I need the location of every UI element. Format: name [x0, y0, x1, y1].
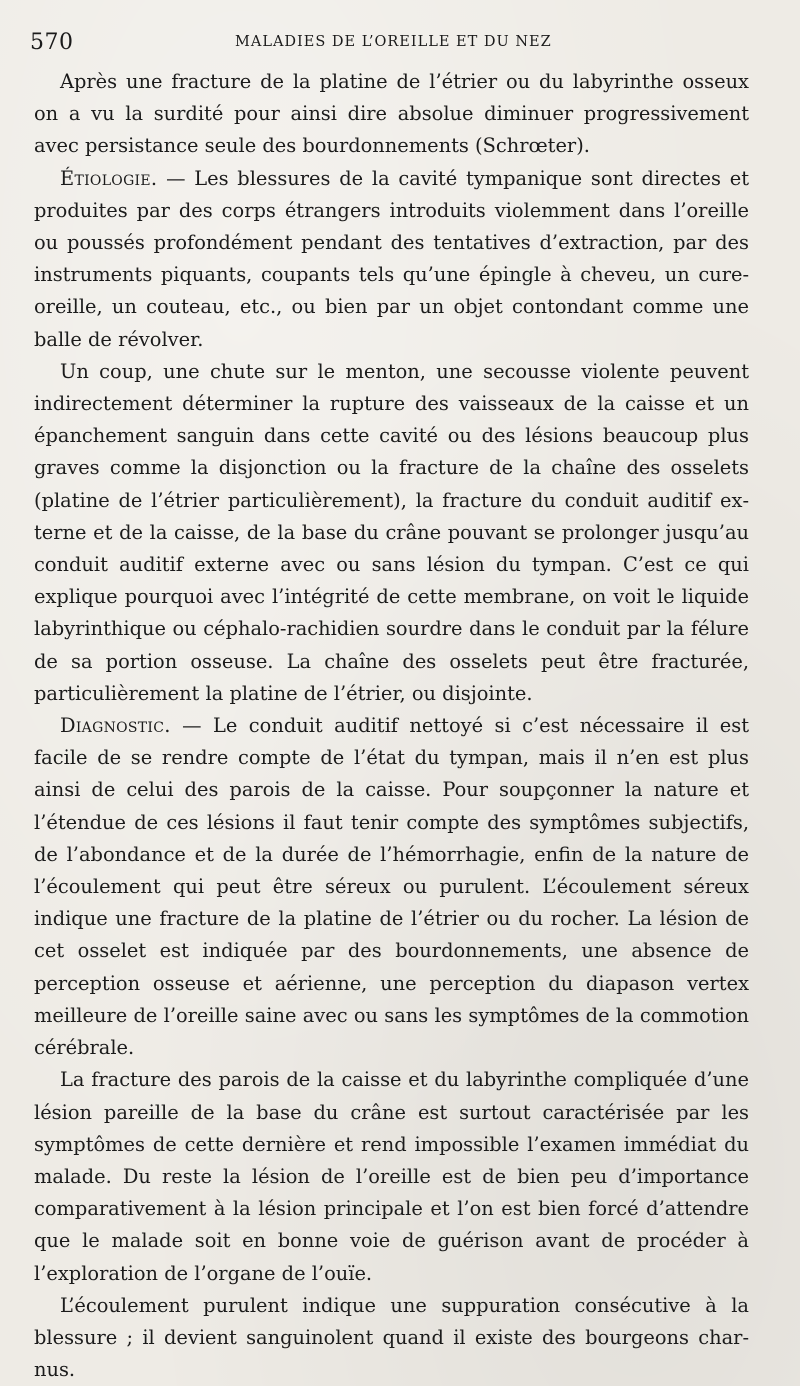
paragraph-diagnostic — [34, 710, 749, 1064]
paragraph-etiologie — [34, 163, 749, 356]
paragraph-etiologie-text: — Les blessures de la cavité tympanique sont directes et produites par des corps étrangers introduits violemment dans l’oreille ou poussés profondément pendant des tentatives d’extraction, par des instruments piquants, coupants tels qu’une épingle à cheveu, un cure-oreille, un couteau, etc., ou bien par un objet contondant comme une balle de révolver. — [34, 166, 749, 351]
paragraph-3 — [34, 356, 749, 710]
page-header — [30, 26, 760, 66]
paragraph-5 — [34, 1064, 749, 1289]
paragraph-6 — [34, 1290, 749, 1386]
paragraph-diagnostic-text: — Le conduit auditif nettoyé si c’est nécessaire il est facile de se rendre compte de l’état du tympan, mais il n’en est plus ainsi de celui des parois de la caisse. Pour soupçonner la nature et l’étendue de ces lésions il faut tenir compte des symptômes subjectifs, de l’abondance et de la durée de l’hémorrhagie, enfin de la nature de l’écoulement qui peut être séreux ou purulent. L’écoulement séreux indique une fracture de la platine de l’étrier ou du rocher. La lésion de cet osselet est indiquée par des bourdonnements, une absence de perception osseuse et aérienne, une perception du diapason vertex meilleure de l’oreille saine avec ou sans les symptômes de la commotion cérébrale. — [34, 714, 749, 1060]
page-number: 570 — [30, 30, 74, 55]
section-heading-diagnostic: Diagnostic. — [60, 714, 171, 738]
paragraph-3-text: Un coup, une chute sur le menton, une secousse violente peuvent indirectement déterminer la rupture des vaisseaux de la caisse et un épanchement sanguin dans cette cavité ou des lésions beaucoup plus graves comme la disjonction ou la fracture de la chaîne des osselets (platine de l’étrier particulièrement), la fracture du conduit auditif externe et de la caisse, de la base du crâne pouvant se prolonger jusqu’au conduit auditif externe avec ou sans lésion du tympan. C’est ce qui explique pourquoi avec l’intégrité de cette membrane, on voit le liquide labyrinthique ou céphalo-rachidien sourdre dans le conduit par la félure de sa portion osseuse. La chaîne des osselets peut être fracturée, particulièrement la platine de l’étrier, ou disjointe. — [34, 359, 749, 705]
paragraph-1 — [34, 66, 749, 163]
running-title: MALADIES DE L’OREILLE ET DU NEZ — [235, 34, 552, 50]
paragraph-6-text: L’écoulement purulent indique une suppuration consécutive à la blessure ; il devient sanguinolent quand il existe des bourgeons charnus. — [34, 1293, 749, 1382]
paragraph-1-text: Après une fracture de la platine de l’étrier ou du labyrinthe osseux on a vu la surdité pour ainsi dire absolue diminuer progressivement avec persistance seule des bourdonnements (Schrœter). — [34, 70, 749, 158]
body-text — [34, 66, 749, 1386]
paragraph-5-text: La fracture des parois de la caisse et du labyrinthe compliquée d’une lésion pareille de la base du crâne est surtout caractérisée par les symptômes de cette dernière et rend impossible l’examen immédiat du malade. Du reste la lésion de l’oreille est de bien peu d’importance comparativement à la lésion principale et l’on est bien forcé d’attendre que le malade soit en bonne voie de guérison avant de procéder à l’exploration de l’organe de l’ouïe. — [34, 1068, 749, 1285]
section-heading-etiologie: Étiologie. — [60, 166, 158, 190]
